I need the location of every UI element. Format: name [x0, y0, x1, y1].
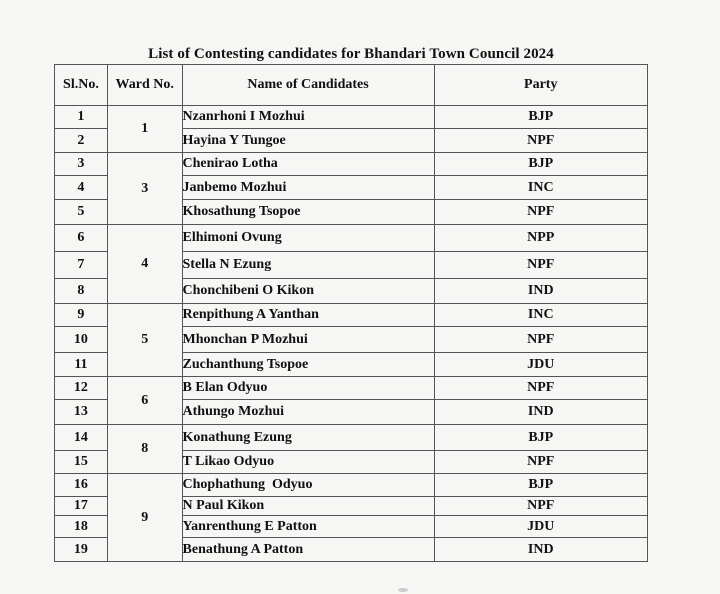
header-name: Name of Candidates — [182, 65, 434, 106]
sl-no-cell: 15 — [55, 451, 108, 474]
sl-no-cell: 5 — [55, 200, 108, 225]
sl-no-cell: 8 — [55, 279, 108, 304]
ward-no-cell: 6 — [107, 377, 182, 425]
party-cell: IND — [434, 279, 647, 304]
table-body — [55, 106, 648, 562]
party-cell: NPF — [434, 200, 647, 225]
table-row — [55, 425, 648, 451]
sl-no-cell: 7 — [55, 252, 108, 279]
candidate-name-cell: Janbemo Mozhui — [182, 176, 434, 200]
table-row — [55, 225, 648, 252]
party-cell: NPF — [434, 451, 647, 474]
candidate-name-cell: Chophathung Odyuo — [182, 474, 434, 497]
sl-no-cell: 10 — [55, 327, 108, 353]
sl-no-cell: 13 — [55, 400, 108, 425]
ward-no-cell: 4 — [107, 225, 182, 304]
party-cell: INC — [434, 176, 647, 200]
sl-no-cell: 12 — [55, 377, 108, 400]
candidate-name-cell: Renpithung A Yanthan — [182, 304, 434, 327]
candidate-name-cell: B Elan Odyuo — [182, 377, 434, 400]
sl-no-cell: 3 — [55, 153, 108, 176]
sl-no-cell: 19 — [55, 538, 108, 562]
sl-no-cell: 17 — [55, 497, 108, 516]
party-cell: NPF — [434, 327, 647, 353]
candidate-name-cell: Konathung Ezung — [182, 425, 434, 451]
party-cell: JDU — [434, 353, 647, 377]
candidate-name-cell: Hayina Y Tungoe — [182, 129, 434, 153]
table-header-row — [55, 65, 648, 106]
party-cell: JDU — [434, 516, 647, 538]
party-cell: NPP — [434, 225, 647, 252]
party-cell: INC — [434, 304, 647, 327]
ward-no-cell: 5 — [107, 304, 182, 377]
candidate-name-cell: Mhonchan P Mozhui — [182, 327, 434, 353]
table-row — [55, 153, 648, 176]
party-cell: NPF — [434, 129, 647, 153]
header-sl-no: Sl.No. — [55, 65, 108, 106]
ward-no-cell: 9 — [107, 474, 182, 562]
party-cell: NPF — [434, 377, 647, 400]
table-row — [55, 474, 648, 497]
party-cell: BJP — [434, 153, 647, 176]
header-party: Party — [434, 65, 647, 106]
table-row — [55, 304, 648, 327]
sl-no-cell: 2 — [55, 129, 108, 153]
document-title: List of Contesting candidates for Bhandari Town Council 2024 — [148, 46, 554, 62]
sl-no-cell: 14 — [55, 425, 108, 451]
candidate-name-cell: N Paul Kikon — [182, 497, 434, 516]
candidate-name-cell: Athungo Mozhui — [182, 400, 434, 425]
candidate-name-cell: Benathung A Patton — [182, 538, 434, 562]
candidate-name-cell: Chonchibeni O Kikon — [182, 279, 434, 304]
sl-no-cell: 16 — [55, 474, 108, 497]
candidate-name-cell: Yanrenthung E Patton — [182, 516, 434, 538]
table-row — [55, 377, 648, 400]
ward-no-cell: 3 — [107, 153, 182, 225]
table-row — [55, 106, 648, 129]
sl-no-cell: 4 — [55, 176, 108, 200]
sl-no-cell: 18 — [55, 516, 108, 538]
sl-no-cell: 1 — [55, 106, 108, 129]
party-cell: BJP — [434, 474, 647, 497]
candidates-table — [54, 64, 648, 562]
sl-no-cell: 9 — [55, 304, 108, 327]
candidate-name-cell: Stella N Ezung — [182, 252, 434, 279]
paper-mark — [398, 588, 408, 592]
candidate-name-cell: Elhimoni Ovung — [182, 225, 434, 252]
party-cell: IND — [434, 400, 647, 425]
sl-no-cell: 11 — [55, 353, 108, 377]
ward-no-cell: 1 — [107, 106, 182, 153]
party-cell: BJP — [434, 106, 647, 129]
candidate-name-cell: Khosathung Tsopoe — [182, 200, 434, 225]
candidate-name-cell: Chenirao Lotha — [182, 153, 434, 176]
party-cell: BJP — [434, 425, 647, 451]
candidate-name-cell: T Likao Odyuo — [182, 451, 434, 474]
party-cell: NPF — [434, 252, 647, 279]
candidate-name-cell: Zuchanthung Tsopoe — [182, 353, 434, 377]
sl-no-cell: 6 — [55, 225, 108, 252]
party-cell: IND — [434, 538, 647, 562]
header-ward-no: Ward No. — [107, 65, 182, 106]
candidate-name-cell: Nzanrhoni I Mozhui — [182, 106, 434, 129]
ward-no-cell: 8 — [107, 425, 182, 474]
party-cell: NPF — [434, 497, 647, 516]
